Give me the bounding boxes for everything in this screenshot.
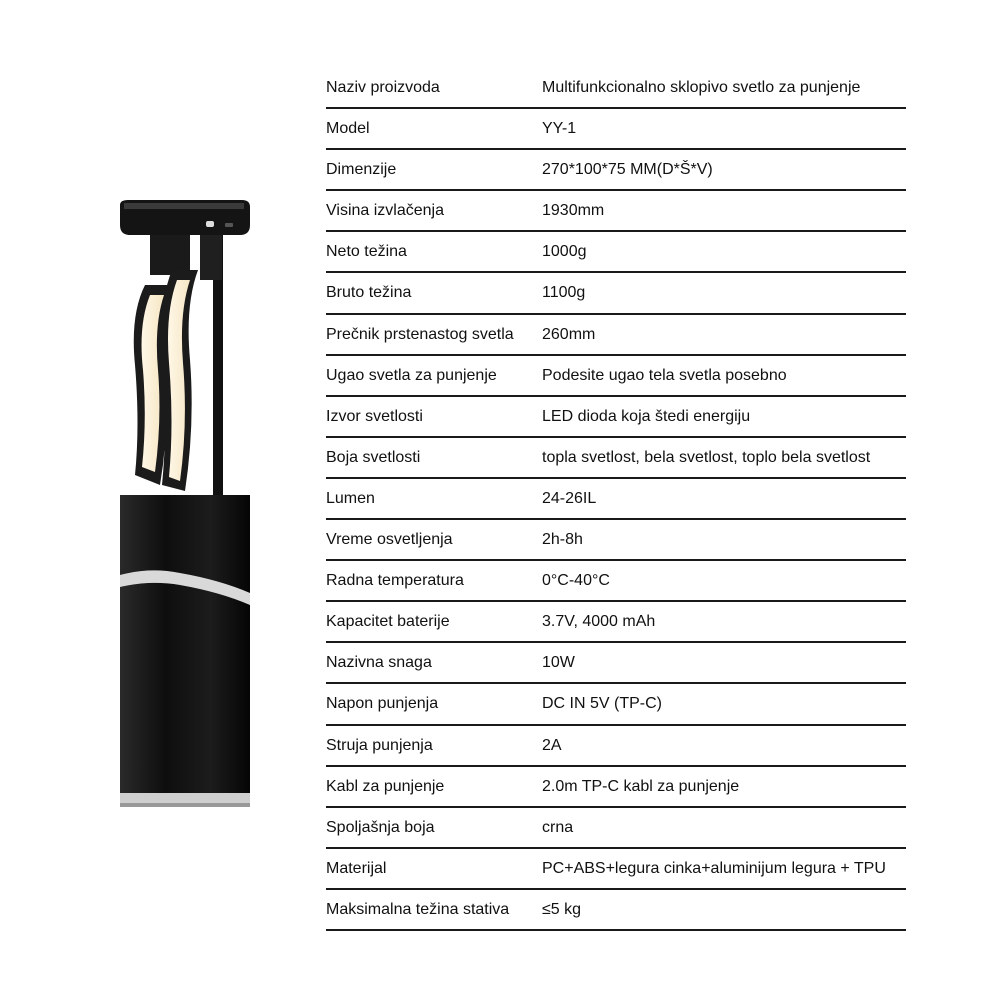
spec-label: Bruto težina	[326, 284, 412, 302]
spec-row-ring-diameter	[326, 315, 906, 356]
spec-label: Ugao svetla za punjenje	[326, 366, 497, 384]
spec-value: LED dioda koja štedi energiju	[542, 407, 751, 425]
spec-table	[326, 68, 906, 931]
spec-label: Vreme osvetljenja	[326, 531, 453, 549]
spec-label: Materijal	[326, 859, 387, 877]
spec-row-light-angle	[326, 356, 906, 397]
spec-row-battery-capacity	[326, 602, 906, 643]
spec-row-gross-weight	[326, 273, 906, 314]
spec-row-light-color	[326, 438, 906, 479]
spec-value: 10W	[542, 654, 575, 672]
spec-value: 1930mm	[542, 202, 605, 220]
spec-value: 3.7V, 4000 mAh	[542, 613, 656, 631]
spec-label: Prečnik prstenastog svetla	[326, 325, 514, 343]
spec-row-material	[326, 849, 906, 890]
spec-row-rated-power	[326, 643, 906, 684]
spec-row-charging-cable	[326, 767, 906, 808]
spec-value: YY-1	[542, 120, 577, 138]
spec-value: DC IN 5V (TP-C)	[542, 695, 662, 713]
spec-row-max-load	[326, 890, 906, 931]
spec-value: crna	[542, 818, 574, 836]
spec-value: 270*100*75 MM(D*Š*V)	[542, 161, 713, 179]
spec-label: Maksimalna težina stativa	[326, 900, 510, 918]
spec-row-operating-temperature	[326, 561, 906, 602]
product-photo	[110, 195, 260, 810]
spec-row-charging-current	[326, 726, 906, 767]
spec-row-extension-height	[326, 191, 906, 232]
spec-row-exterior-color	[326, 808, 906, 849]
spec-value: 260mm	[542, 325, 596, 343]
spec-label: Dimenzije	[326, 161, 397, 179]
spec-row-net-weight	[326, 232, 906, 273]
spec-row-product-name	[326, 68, 906, 109]
spec-value: 2A	[542, 736, 562, 754]
spec-value: topla svetlost, bela svetlost, toplo bela svetlost	[542, 448, 871, 466]
spec-label: Nazivna snaga	[326, 654, 432, 672]
spec-label: Lumen	[326, 489, 375, 507]
spec-label: Radna temperatura	[326, 572, 464, 590]
spec-value: Podesite ugao tela svetla posebno	[542, 366, 787, 384]
spec-value: 2h-8h	[542, 531, 583, 549]
spec-label: Kapacitet baterije	[326, 613, 450, 631]
spec-row-lighting-time	[326, 520, 906, 561]
spec-row-light-source	[326, 397, 906, 438]
spec-row-dimensions	[326, 150, 906, 191]
spec-label: Spoljašnja boja	[326, 818, 435, 836]
spec-label: Izvor svetlosti	[326, 407, 423, 425]
spec-row-model	[326, 109, 906, 150]
spec-value: 24-26IL	[542, 489, 597, 507]
spec-label: Model	[326, 120, 370, 138]
spec-row-lumen	[326, 479, 906, 520]
spec-label: Struja punjenja	[326, 736, 433, 754]
spec-value: 1100g	[542, 284, 586, 302]
spec-label: Visina izvlačenja	[326, 202, 444, 220]
spec-value: Multifunkcionalno sklopivo svetlo za punjenje	[542, 79, 861, 96]
spec-value: PC+ABS+legura cinka+aluminijum legura + TPU	[542, 859, 886, 877]
spec-row-charging-voltage	[326, 684, 906, 725]
spec-label: Kabl za punjenje	[326, 777, 445, 795]
spec-value: 0°C-40°C	[542, 572, 610, 590]
spec-value: ≤5 kg	[542, 900, 582, 918]
spec-label: Boja svetlosti	[326, 448, 421, 466]
spec-value: 1000g	[542, 243, 587, 261]
spec-value: 2.0m TP-C kabl za punjenje	[542, 777, 740, 795]
spec-label: Naziv proizvoda	[326, 79, 440, 96]
spec-label: Neto težina	[326, 243, 407, 261]
spec-label: Napon punjenja	[326, 695, 439, 713]
